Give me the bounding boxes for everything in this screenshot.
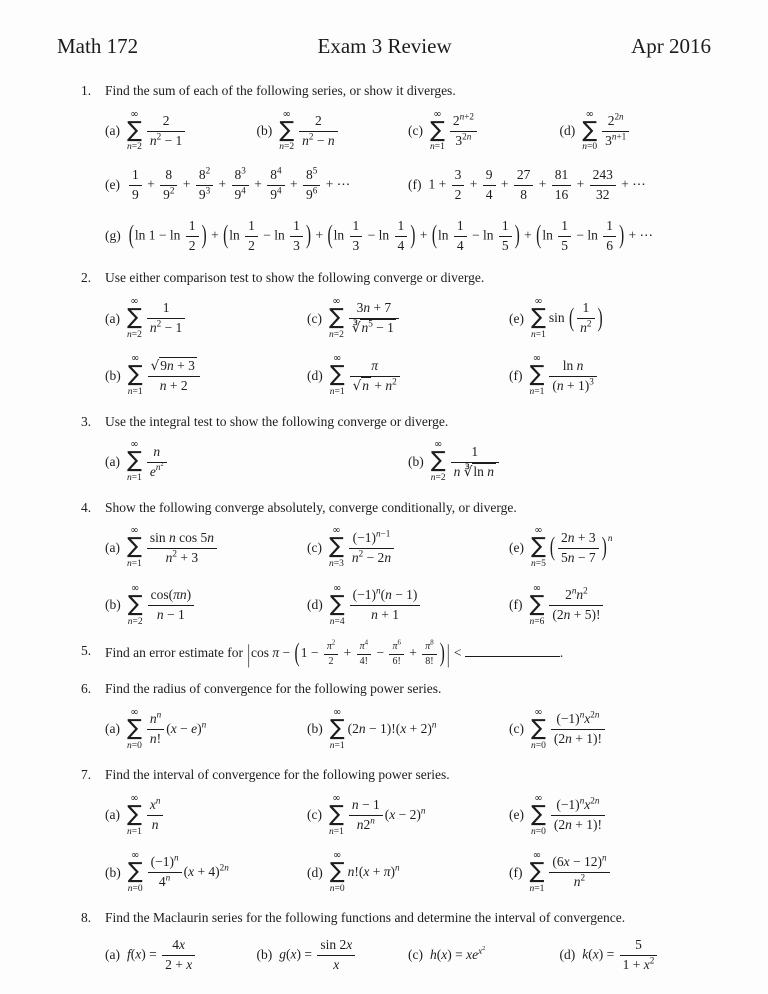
part-item-3a xyxy=(105,440,408,483)
problem-3 xyxy=(57,412,711,484)
part-item-2e xyxy=(509,297,711,340)
part-item-6b xyxy=(307,708,509,751)
parts-row xyxy=(105,794,711,837)
part-item-6c xyxy=(509,708,711,751)
part-math: ∞ ∑ n=2 $\frac{2}{n^2 - n}$ xyxy=(279,110,339,153)
part-math: $\frac{1}{9}$ + $\frac{8}{9^2}$ + $\frac{8^2}{9^3}$ + $\frac{8^3}{9^4}$ + $\frac{8^4}{9^4}$ + $\frac{8^5}{9^6}$ + ⋯ xyxy=(127,167,350,204)
part-math: ∞ ∑ n=1 $\frac{n - 1}{n2^n}$ $(x - 2)^n$ xyxy=(328,792,426,837)
part-item-4f xyxy=(509,584,711,627)
page-title: Exam 3 Review xyxy=(317,34,452,58)
parts-row xyxy=(105,297,711,340)
problem-number: 4. xyxy=(81,499,92,515)
problem-number: 6. xyxy=(81,681,92,697)
part-item-2a xyxy=(105,297,307,340)
part-math: ∞ ∑ n=5 ( $\frac{2n + 3}{5n - 7}$ )$^n$ xyxy=(530,525,613,570)
problem-intro: Use the integral test to show the following converge or diverge. xyxy=(105,413,449,429)
problem-number: 5. xyxy=(81,643,92,659)
parts-row xyxy=(105,354,711,397)
part-math: ∞ ∑ n=0 $\frac{(-1)^n}{4^n}$ $(x + 4)^{2n}$ xyxy=(127,850,229,894)
parts-row xyxy=(105,584,711,627)
part-math: ∞ ∑ n=1 $\frac{(6x - 12)^n}{n^2}$ xyxy=(530,851,612,894)
part-label: (c) xyxy=(307,540,322,555)
part-math: g(x) = $\frac{\sin 2x}{x}$ xyxy=(279,937,357,974)
parts-row xyxy=(105,167,711,204)
part-label: (e) xyxy=(509,540,524,555)
part-item-4c xyxy=(307,526,509,569)
part-item-8c xyxy=(408,944,560,963)
part-label: (c) xyxy=(408,947,423,963)
part-label: (b) xyxy=(408,454,424,470)
part-label: (f) xyxy=(509,368,523,384)
part-math: 1 + $\frac{3}{2}$ + $\frac{9}{4}$ + $\frac{27}{8}$ + $\frac{81}{16}$ + $\frac{243}{32}$ + ⋯ xyxy=(428,166,646,202)
problem-intro: Find the sum of each of the following series, or show it diverges. xyxy=(105,83,456,98)
part-math: ∞ ∑ n=2 $\frac{2}{n^2 - 1}$ xyxy=(127,110,187,153)
parts-row xyxy=(105,937,711,974)
part-label: (f) xyxy=(509,864,523,880)
part-label: (a) xyxy=(105,721,120,737)
problem-7 xyxy=(57,765,711,894)
part-label: (a) xyxy=(105,807,120,823)
part-label: (c) xyxy=(509,721,524,737)
part-item-7a xyxy=(105,794,307,837)
part-math: ∞ ∑ n=3 $\frac{(-1)^{n-1}}{n^2 - 2n}$ xyxy=(329,526,396,569)
part-math: ∞ ∑ n=2 $\frac{1}{\text{n ∛ln n}}$ xyxy=(431,440,501,483)
parts-row xyxy=(105,218,711,255)
part-math: (ln 1 − ln $\frac{1}{2}$ ) + (ln $\frac{1}{2}$ − ln $\frac{1}{3}$ ) + (ln $\frac{1}{3}$ − ln $\frac{1}{4}$ ) + (ln $\frac{1}{4}$ − ln $\frac{1}{5}$ ) + (ln $\frac{1}{5}$ − ln $\frac{1}{6}$ ) + ⋯ xyxy=(128,217,654,253)
part-math: ∞ ∑ n=1 $\frac{√9n + 3}{n + 2}$ xyxy=(128,354,202,397)
part-item-1g xyxy=(105,218,711,255)
part-label: (b) xyxy=(105,368,121,384)
parts-row xyxy=(105,708,711,751)
part-label: (d) xyxy=(307,368,323,384)
parts-row xyxy=(105,526,711,569)
part-item-8d xyxy=(560,937,712,974)
parts-row xyxy=(105,851,711,894)
part-item-4e xyxy=(509,526,711,569)
part-item-4d xyxy=(307,584,509,627)
part-math: ∞ ∑ n=0 $\frac{n^n}{n!}$ $(x - e)^n$ xyxy=(126,706,207,751)
part-math: ∞ ∑ n=2 $\frac{1}{n^2 - 1}$ xyxy=(127,297,187,340)
part-item-4b xyxy=(105,584,307,627)
part-item-6a xyxy=(105,708,307,751)
part-math: ∞ ∑ n=1 $\frac{n}{e^{n^2}}$ xyxy=(127,440,169,483)
part-item-1b xyxy=(257,110,409,153)
part-math: ∞ ∑ n=1 $\frac{2^{n+2}}{3^{2n}}$ xyxy=(430,110,479,153)
problem-8 xyxy=(57,908,711,973)
part-label: (a) xyxy=(105,123,120,139)
part-label: (b) xyxy=(307,721,323,737)
problem-2 xyxy=(57,268,711,397)
page-header xyxy=(57,34,711,59)
part-label: (f) xyxy=(509,597,523,613)
part-item-1d xyxy=(560,110,712,153)
course-title: Math 172 xyxy=(57,34,139,58)
part-math: f(x) = $\frac{4x}{2 + x}$ xyxy=(127,937,197,974)
part-label: (e) xyxy=(509,807,524,823)
part-math: ∞ ∑ n=2 $\frac{\cos(\pi n)}{n - 1}$ xyxy=(128,584,196,627)
part-item-2c xyxy=(307,297,509,340)
part-item-1a xyxy=(105,110,257,153)
problem-intro: Find the interval of convergence for the following power series. xyxy=(105,767,450,783)
part-item-8b xyxy=(257,937,409,974)
problem-4 xyxy=(57,498,711,627)
part-label: (a) xyxy=(105,310,120,326)
part-item-7b xyxy=(105,851,307,894)
part-item-7f xyxy=(509,851,711,894)
part-math: ∞ ∑ n=2 $\frac{3n + 7}{∛n^5 - 1}$ xyxy=(329,297,401,340)
problem-number: 8. xyxy=(81,910,92,926)
part-math: ∞ ∑ n=1 $\frac{x^n}{n}$ xyxy=(127,794,165,837)
problem-5 xyxy=(57,641,711,667)
part-label: (d) xyxy=(307,864,323,880)
part-item-8a xyxy=(105,937,257,974)
part-label: (c) xyxy=(307,807,322,823)
part-label: (e) xyxy=(509,310,524,326)
part-math: ∞ ∑ n=0 $\frac{(-1)^nx^{2n}}{(2n + 1)!}$ xyxy=(531,708,607,751)
part-label: (b) xyxy=(105,597,121,613)
part-item-7d xyxy=(307,851,509,894)
part-math: ∞ ∑ n=1 $\frac{\text{ln n}}{(n + 1)^3}$ xyxy=(530,354,599,397)
part-item-1f xyxy=(408,167,711,204)
part-label: (a) xyxy=(105,947,120,963)
part-math: ∞ ∑ n=1 $\frac{\text{sin n cos 5n}}{n^2 + 3}$ xyxy=(127,526,219,569)
part-label: (b) xyxy=(256,123,273,139)
problem-intro: Find the Maclaurin series for the following functions and determine the interval of convergence. xyxy=(105,910,626,926)
part-item-7c xyxy=(307,794,509,837)
part-math: ∞ ∑ n=0 $\frac{(-1)^nx^{2n}}{(2n + 1)!}$ xyxy=(531,794,607,837)
part-math: $h(x) = xe^{x^2}$ xyxy=(429,944,486,963)
problem-6 xyxy=(57,679,711,751)
part-label: (g) xyxy=(105,228,121,244)
problem-list xyxy=(57,81,711,974)
part-item-1c xyxy=(408,110,560,153)
part-label: (d) xyxy=(307,597,323,613)
problem-number: 3. xyxy=(81,413,92,429)
problem-number: 1. xyxy=(81,83,92,98)
problem-intro: Use either comparison test to show the following converge or diverge. xyxy=(105,270,485,286)
part-label: (e) xyxy=(105,177,120,193)
part-item-2d xyxy=(307,354,509,397)
problem-number: 7. xyxy=(81,767,92,783)
date-label: Apr 2016 xyxy=(631,34,711,58)
part-label: (b) xyxy=(105,864,121,880)
part-label: (a) xyxy=(105,540,120,555)
part-item-2f xyxy=(509,354,711,397)
part-item-7e xyxy=(509,794,711,837)
part-math: ∞ ∑ n=4 $\frac{(-1)^n(n - 1)}{n + 1}$ xyxy=(330,584,423,627)
parts-row xyxy=(105,440,711,483)
problem-intro: Find an error estimate for |cos π − (1 − $\frac{\pi^2}{2}$ + $\frac{\pi^4}{4!}$ − $\frac{\pi^6}{6!}$ + $\frac{\pi^8}{8!}$ ) | < . xyxy=(105,639,564,669)
part-math: ∞ ∑ n=1 $(2n - 1)!(x + 2)^n$ xyxy=(329,706,437,751)
problem-1 xyxy=(57,81,711,254)
part-label: (a) xyxy=(105,454,120,470)
part-label: (d) xyxy=(559,123,576,139)
part-item-4a xyxy=(105,526,307,569)
part-math: ∞ ∑ n=6 $\frac{2^nn^2}{(2n + 5)!}$ xyxy=(530,584,606,627)
part-label: (d) xyxy=(559,947,576,963)
part-math: ∞ ∑ n=0 $\frac{2^{2n}}{3^{n+1}}$ xyxy=(582,110,631,153)
problem-intro: Find the radius of convergence for the following power series. xyxy=(105,681,442,697)
part-math: ∞ ∑ n=1 $\frac{\pi}{√n + n^2}$ xyxy=(330,354,402,397)
part-math: ∞ ∑ n=0 $n!(x + \pi)^n$ xyxy=(329,850,400,894)
part-label: (f) xyxy=(408,177,422,193)
part-label: (b) xyxy=(256,947,273,963)
part-label: (c) xyxy=(307,310,322,326)
problem-number: 2. xyxy=(81,270,92,286)
part-math: k(x) = $\frac{5}{1 + x^2}$ xyxy=(582,937,659,974)
part-item-2b xyxy=(105,354,307,397)
part-item-1e xyxy=(105,167,408,204)
part-item-3b xyxy=(408,440,711,483)
part-label: (c) xyxy=(408,123,423,139)
parts-row xyxy=(105,110,711,153)
problem-intro: Show the following converge absolutely, converge conditionally, or diverge. xyxy=(105,499,517,515)
part-math: ∞ ∑ n=1 sin ( $\frac{1}{n^2}$ ) xyxy=(530,296,603,340)
